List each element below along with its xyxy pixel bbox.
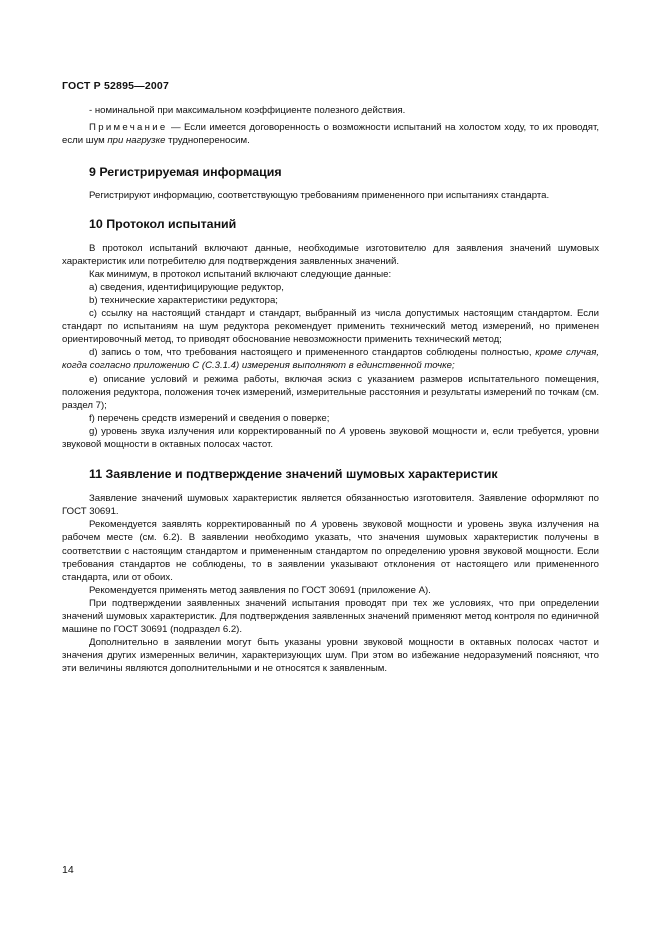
- section-9-heading: 9 Регистрируемая информация: [89, 165, 282, 180]
- section-10-paragraph-1: В протокол испытаний включают данные, необходимые изготовителю для заявления значений шумовых характеристик или потребителю для подтверждения заявленных значений.: [62, 242, 599, 267]
- note: [62, 121, 599, 147]
- note-label: Примечание: [89, 122, 168, 134]
- list-item-d-text: d) запись о том, что требования настоящего и примененного стандартов соблюдены полностью,: [89, 347, 536, 359]
- note-text-end: труднопереносим.: [165, 135, 250, 147]
- list-item-f: f) перечень средств измерений и сведения о поверке;: [89, 412, 330, 424]
- note-italic: при нагрузке: [107, 135, 166, 147]
- section-11-p2-text-end: уровень звуковой мощности и уровень звука излучения на рабочем месте (см. 6.2). В заявлении необходимо указать, что значения шумовых характеристик получены в соответствии с настоящим стандартом и примененным стандартом по определению уровня звуковой мощности. Если требования стандартов не соблюдены, то в заявлении указывают отклонения от настоящего или примененного стандарта, или от обоих.: [62, 519, 600, 583]
- section-11-heading: 11 Заявление и подтверждение значений шумовых характеристик: [89, 467, 498, 482]
- list-item-a: а) сведения, идентифицирующие редуктор,: [89, 281, 284, 293]
- section-11-p2-text: Рекомендуется заявлять корректированный по: [89, 519, 311, 531]
- section-11-paragraph-5: Дополнительно в заявлении могут быть указаны уровни звуковой мощности в октавных полосах частот и значения других измеренных величин, характеризующих шум. При этом во избежание недоразумений поясняют, что эти величины являются дополнительными и не относятся к заявленным.: [62, 637, 599, 675]
- page-number: 14: [62, 864, 74, 876]
- page-content: [62, 104, 599, 675]
- list-item-g-text: g) уровень звука излучения или корректированный по: [89, 425, 340, 437]
- list-item-g: [62, 425, 599, 451]
- section-11-paragraph-2: [62, 518, 599, 583]
- list-item-d-italic: кроме случая, когда согласно приложению С (С.3.1.4) измерения выполняют в единственной точке;: [62, 347, 599, 372]
- note-text: — Если имеется договоренность о возможности испытаний на холостом ходу, то их проводят, если шум: [62, 122, 599, 147]
- section-11-paragraph-3: Рекомендуется применять метод заявления по ГОСТ 30691 (приложение А).: [89, 584, 431, 596]
- list-item-b: b) технические характеристики редуктора;: [89, 294, 278, 306]
- list-continuation: - номинальной при максимальном коэффициенте полезного действия.: [89, 105, 406, 116]
- list-item-g-a: А: [339, 425, 346, 437]
- section-10-paragraph-2: Как минимум, в протокол испытаний включают следующие данные:: [89, 268, 392, 280]
- running-header: ГОСТ Р 52895—2007: [62, 80, 170, 92]
- section-9-paragraph: Регистрируют информацию, соответствующую требованиям примененного при испытаниях стандарта.: [89, 190, 550, 202]
- section-10-heading: 10 Протокол испытаний: [89, 217, 237, 232]
- section-11-paragraph-1: Заявление значений шумовых характеристик является обязанностью изготовителя. Заявление оформляют по ГОСТ 30691.: [62, 493, 599, 518]
- section-11-paragraph-4: При подтверждении заявленных значений испытания проводят при тех же условиях, что при определении значений шумовых характеристик. Для подтверждения заявленных значений применяют метод контроля по единичной машине по ГОСТ 30691 (подраздел 6.2).: [62, 597, 599, 636]
- section-11-p2-a: А: [310, 519, 318, 531]
- list-item-c: с) ссылку на настоящий стандарт и стандарт, выбранный из числа допустимых настоящим стандартом. Если стандарт по испытаниям на шум редуктора рекомендует применить технический метод измерений, но применен ориентировочный метод, то приводят обоснование невозможности применить технический метод;: [62, 308, 599, 346]
- list-item-e: е) описание условий и режима работы, включая эскиз с указанием размеров испытательного помещения, положения редуктора, положения точек измерений, измерительные расстояния и результаты измерений по точкам (см. раздел 7);: [62, 373, 599, 411]
- list-item-d: [62, 346, 599, 372]
- list-item-g-text-end: уровень звуковой мощности и, если требуется, уровни звуковой мощности в октавных полосах частот.: [62, 425, 600, 450]
